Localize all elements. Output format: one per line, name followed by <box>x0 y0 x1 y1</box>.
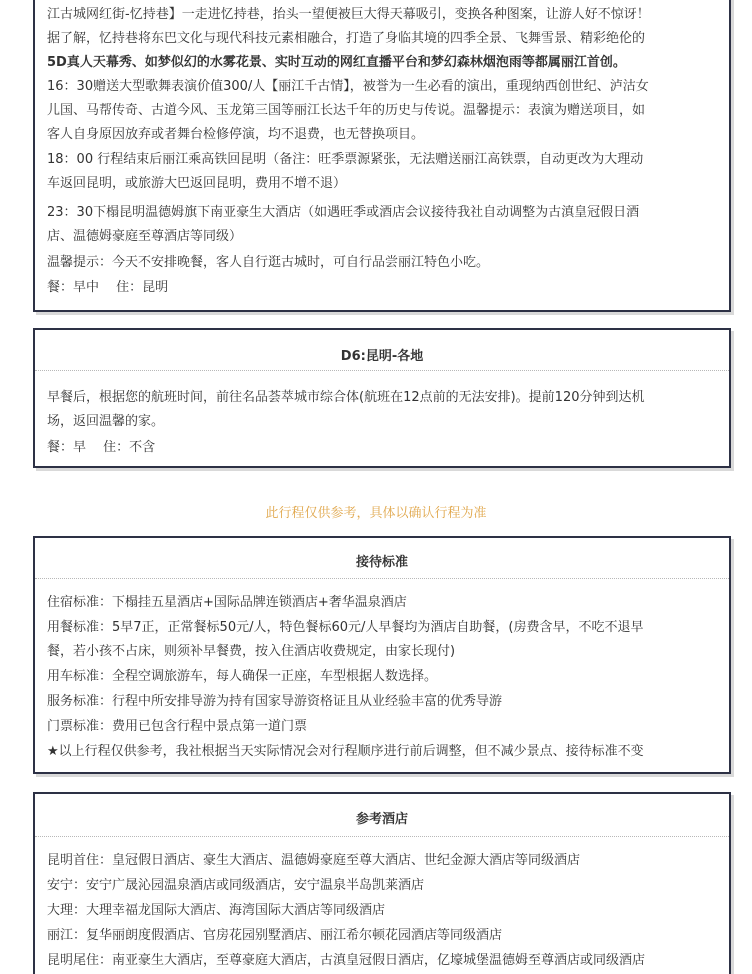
day5-line: 江古城网红街-忆持巷】一走进忆持巷，抬头一望便被巨大得天幕吸引，变换各种图案，让游人好不惊讶！ <box>47 7 650 22</box>
divider <box>35 836 729 837</box>
hotels-line: 昆明尾住：南亚豪生大酒店，至尊豪庭大酒店，古滇皇冠假日酒店，亿壕城堡温德姆至尊酒店或同级酒店 <box>47 953 646 968</box>
hotels-line: 安宁：安宁广晟沁园温泉酒店或同级酒店，安宁温泉半岛凯莱酒店 <box>47 878 425 893</box>
day5-meals-lodging: 餐：早中 住：昆明 <box>47 280 169 295</box>
day5-line: 客人自身原因放弃或者舞台检修停演，均不退费，也无替换项目。 <box>47 127 425 142</box>
standards-line: ★以上行程仅供参考，我社根据当天实际情况会对行程顺序进行前后调整，但不减少景点、接待标准不变 <box>47 744 644 759</box>
day5-line: 16：30赠送大型歌舞表演价值300/人【丽江千古情】，被誉为一生必看的演出，重现纳西创世纪、泸沽女 <box>47 79 649 94</box>
hotels-line: 大理：大理幸福龙国际大酒店、海湾国际大酒店等同级酒店 <box>47 903 386 918</box>
day5-line: 23：30下榻昆明温德姆旗下南亚豪生大酒店（如遇旺季或酒店会议接待我社自动调整为古滇皇冠假日酒 <box>47 205 640 220</box>
day6-title: D6:昆明-各地 <box>340 349 424 364</box>
standards-line: 住宿标准：下榻挂五星酒店+国际品牌连锁酒店+奢华温泉酒店 <box>47 595 407 610</box>
day6-line: 早餐后，根据您的航班时间，前往名品荟萃城市综合体(航班在12点前的无法安排)。提前120分钟到达机 <box>47 390 645 405</box>
day5-line: 儿国、马帮传奇、古道今风、玉龙第三国等丽江长达千年的历史与传说。温馨提示：表演为赠送项目，如 <box>47 103 646 118</box>
hotels-title: 参考酒店 <box>355 812 408 827</box>
divider <box>35 578 729 579</box>
day5-line: 温馨提示：今天不安排晚餐，客人自行逛古城时，可自行品尝丽江特色小吃。 <box>47 255 490 270</box>
standards-line: 用车标准：全程空调旅游车，每人确保一正座，车型根据人数选择。 <box>47 669 438 684</box>
standards-line: 餐，若小孩不占床，则须补早餐费，按入住酒店收费规定，由家长现付) <box>47 644 456 659</box>
day5-itinerary-box <box>33 0 731 312</box>
standards-box <box>33 536 731 774</box>
day5-line: 18：00 行程结束后丽江乘高铁回昆明（备注：旺季票源紧张，无法赠送丽江高铁票，自动更改为大理动 <box>47 152 644 167</box>
hotels-box <box>33 792 731 974</box>
day6-line: 场，返回温馨的家。 <box>47 414 165 429</box>
standards-line: 服务标准：行程中所安排导游为持有国家导游资格证且从业经验丰富的优秀导游 <box>47 694 503 709</box>
day5-line: 车返回昆明，或旅游大巴返回昆明，费用不增不退） <box>47 176 347 191</box>
day5-line: 据了解，忆持巷将东巴文化与现代科技元素相融合，打造了身临其境的四季全景、飞舞雪景、精彩绝伦的 <box>47 31 646 46</box>
standards-title: 接待标准 <box>355 555 408 570</box>
day5-line: 5D真人天幕秀、如梦似幻的水雾花景、实时互动的网红直播平台和梦幻森林烟泡雨等都属丽江首创。 <box>47 55 626 70</box>
day6-meals-lodging: 餐：早 住：不含 <box>47 440 156 455</box>
day6-itinerary-box <box>33 328 731 468</box>
itinerary-notice: 此行程仅供参考，具体以确认行程为准 <box>265 506 487 521</box>
divider <box>35 370 729 371</box>
standards-line: 用餐标准：5早7正，正常餐标50元/人，特色餐标60元/人早餐均为酒店自助餐，(房费含早，不吃不退早 <box>47 620 644 635</box>
hotels-line: 丽江：复华丽朗度假酒店、官房花园别墅酒店、丽江希尔顿花园酒店等同级酒店 <box>47 928 503 943</box>
hotels-line: 昆明首住：皇冠假日酒店、豪生大酒店、温德姆豪庭至尊大酒店、世纪金源大酒店等同级酒店 <box>47 853 581 868</box>
day5-line: 店、温德姆豪庭至尊酒店等同级） <box>47 229 243 244</box>
standards-line: 门票标准：费用已包含行程中景点第一道门票 <box>47 719 308 734</box>
